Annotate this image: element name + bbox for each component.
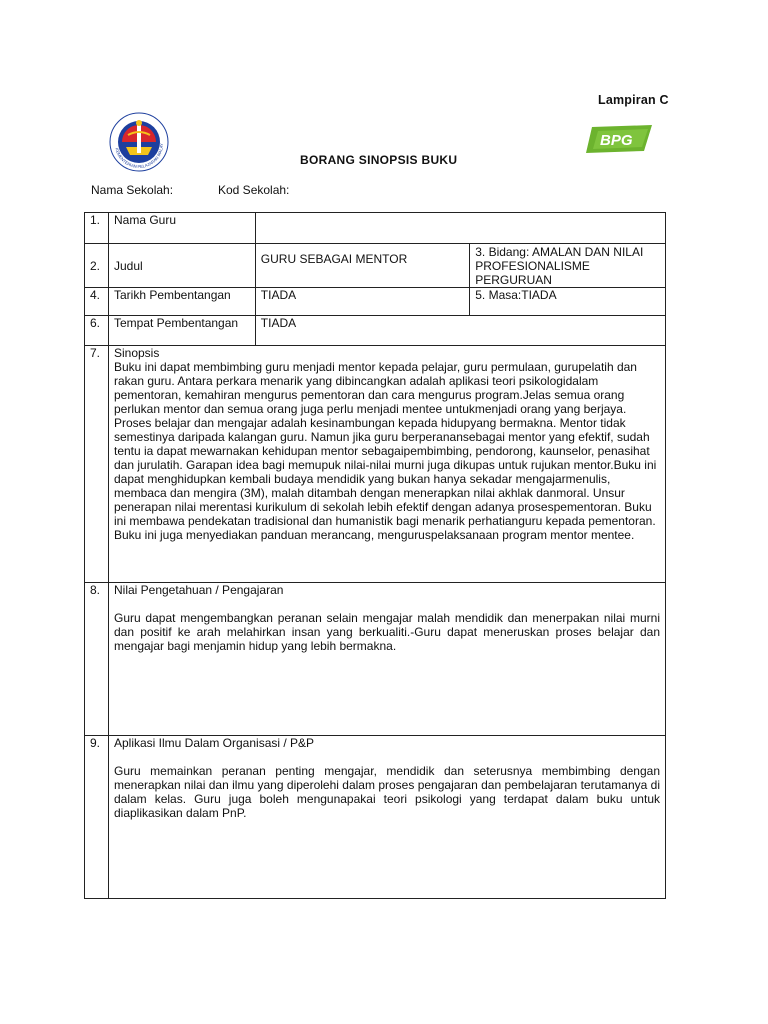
synopsis-form-table bbox=[84, 212, 666, 899]
kpm-logo-text: KEMENTERIAN PELAJARAN MALAY bbox=[114, 143, 165, 170]
field-label: Nama Guru bbox=[108, 213, 255, 244]
kpm-crest-logo bbox=[108, 111, 170, 173]
application-text: Guru memainkan peranan penting mengajar, mendidik dan seterusnya membimbing dengan menerapkan nilai dan ilmu yang diperolehi dalam proses pengajaran dan pembelajaran terutamanya di dalam kelas. Guru juga boleh mengunapakai teori psikologi yang terdapat dalam buku untuk diaplikasikan dalam PnP. bbox=[113, 764, 660, 820]
row-presentation-date bbox=[85, 288, 666, 316]
presentation-date-value[interactable]: TIADA bbox=[255, 288, 469, 316]
row-number: 1. bbox=[85, 213, 109, 244]
row-number: 4. bbox=[85, 288, 109, 316]
row-number: 8. bbox=[85, 583, 109, 736]
row-number: 9. bbox=[85, 736, 109, 899]
row-presentation-venue bbox=[85, 316, 666, 346]
section-title: Nilai Pengetahuan / Pengajaran bbox=[113, 583, 284, 597]
knowledge-value-text: Guru dapat mengembangkan peranan selain mengajar malah mendidik dan menerpakan nilai murni dan positif ke arah melahirkan insan yang berkualiti.-Guru dapat meneruskan proses belajar dan mengajar bagi menjamin hidup yang lebih bermakna. bbox=[113, 611, 660, 653]
row-synopsis bbox=[85, 346, 666, 583]
field-label: Judul bbox=[108, 244, 255, 288]
school-name-label: Nama Sekolah: bbox=[91, 183, 174, 197]
bpg-logo-text: BPG bbox=[600, 132, 633, 149]
field-label: Tempat Pembentangan bbox=[108, 316, 255, 346]
section-title: Sinopsis bbox=[113, 346, 160, 360]
appendix-label: Lampiran C bbox=[598, 93, 669, 107]
synopsis-text: Buku ini dapat membimbing guru menjadi mentor kepada pelajar, guru permulaan, gurupelatih dan rakan guru. Antara perkara menarik yang dibincangkan adalah aplikasi teori psikologidalam pementoran, kemahiran mengurus pementoran dan cara mengurus program.Jelas semua orang perlukan mentor dan semua orang juga perlu menjadi mentee untukmenjadi orang yang berjaya. Proses belajar dan mengajar adalah kesinambungan kepada hidupyang bermakna. Mentor tidak semestinya daripada kalangan guru. Namun jika guru berperanansebagai mentor yang efektif, sudah tentu ia dapat mewarnakan kehidupan mentor sebagaipembimbing, pendorong, kaunselor, penasihat dan jurulatih. Garapan idea bagi memupuk nilai-nilai murni juga dikupas untuk rujukan mentor.Buku ini dapat menghidupkan kembali budaya mendidik yang bukan hanya sekadar mengajarmenulis, membaca dan mengira (3M), malah ditambah dengan menerapkan nilai akhlak danmoral. Unsur penerapan nilai merentasi kurikulum di sekolah lebih efektif dengan adanya prosespementoran. Buku ini membawa pendekatan tradisional dan humanistik bagi menarik perhatianguru kepada pementoran. Buku ini juga menyediakan panduan merancang, menguruspelaksanaan program mentor mentee. bbox=[113, 360, 657, 542]
presentation-venue-value[interactable]: TIADA bbox=[255, 316, 665, 346]
school-code-label: Kod Sekolah: bbox=[218, 183, 290, 197]
row-number: 2. bbox=[85, 244, 109, 288]
field-area-value[interactable]: 3. Bidang: AMALAN DAN NILAI PROFESIONALISME PERGURUAN bbox=[470, 244, 666, 288]
teacher-name-value[interactable] bbox=[255, 213, 665, 244]
title-value[interactable]: GURU SEBAGAI MENTOR bbox=[255, 244, 469, 288]
field-label: Tarikh Pembentangan bbox=[108, 288, 255, 316]
school-info-line bbox=[91, 183, 290, 197]
form-title: BORANG SINOPSIS BUKU bbox=[300, 153, 458, 167]
row-number: 6. bbox=[85, 316, 109, 346]
synopsis-cell[interactable] bbox=[108, 346, 665, 583]
application-cell[interactable] bbox=[108, 736, 665, 899]
knowledge-value-cell[interactable] bbox=[108, 583, 665, 736]
section-title: Aplikasi Ilmu Dalam Organisasi / P&P bbox=[113, 736, 315, 750]
row-teacher-name bbox=[85, 213, 666, 244]
row-application bbox=[85, 736, 666, 899]
row-knowledge-value bbox=[85, 583, 666, 736]
bpg-logo bbox=[584, 121, 654, 159]
presentation-time-value[interactable]: 5. Masa:TIADA bbox=[470, 288, 666, 316]
row-number: 7. bbox=[85, 346, 109, 583]
row-title bbox=[85, 244, 666, 288]
